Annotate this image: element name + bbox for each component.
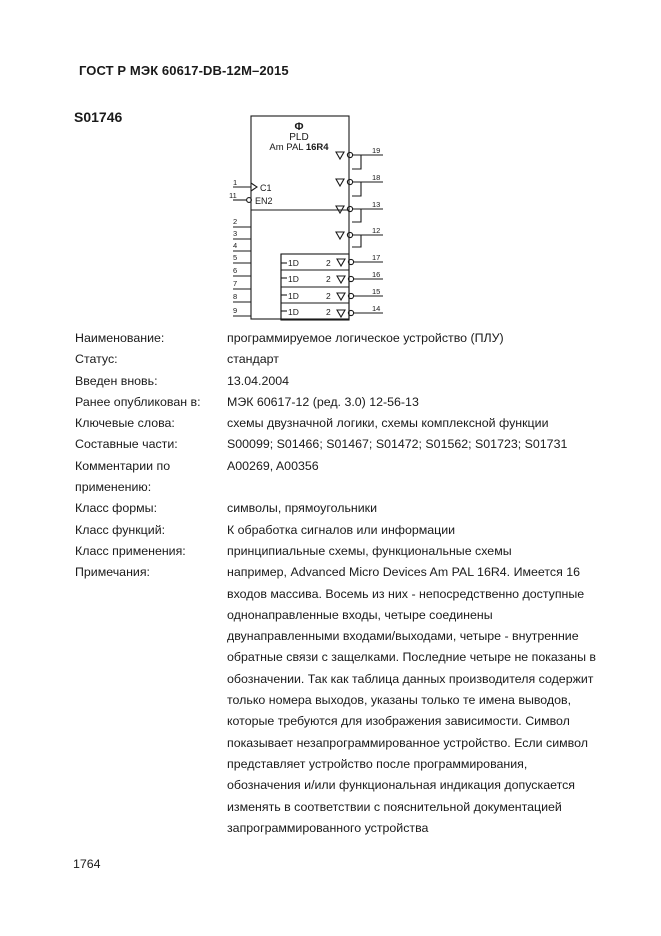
pin-input-4: 5 bbox=[233, 253, 238, 262]
notes-line: например, Advanced Micro Devices Am PAL 16R4. Имеется 16 bbox=[227, 565, 581, 580]
property-value: S00099; S01466; S01467; S01472; S01562; S01723; S01731 bbox=[227, 437, 568, 452]
property-value: символы, прямоугольники bbox=[227, 501, 378, 516]
reg-d-4: 1D bbox=[288, 307, 299, 317]
notes-line: изменять в соответствии с пояснительной документацией bbox=[227, 799, 562, 814]
part-label bbox=[269, 142, 329, 153]
property-row-published bbox=[75, 392, 635, 413]
property-key: Класс применения: bbox=[75, 543, 186, 558]
pin-input-1: 2 bbox=[233, 217, 238, 226]
reg-d-3: 1D bbox=[288, 291, 299, 301]
property-key: Класс функций: bbox=[75, 522, 166, 537]
property-row-status bbox=[75, 349, 635, 370]
property-value: схемы двузначной логики, схемы комплексной функции bbox=[227, 416, 549, 431]
property-key: Ранее опубликован в: bbox=[75, 394, 201, 409]
property-key: Составные части: bbox=[75, 437, 178, 452]
property-value: МЭК 60617-12 (ред. 3.0) 12-56-13 bbox=[227, 394, 419, 409]
property-value: 13.04.2004 bbox=[227, 373, 290, 388]
notes-line: которые требуются для изображения зависимости. Символ bbox=[227, 714, 570, 729]
property-row-name bbox=[75, 328, 635, 349]
part-bold: 16R4 bbox=[305, 142, 329, 153]
pin-io-19: 19 bbox=[372, 146, 381, 155]
pin-input-2: 3 bbox=[233, 229, 238, 238]
property-row-components bbox=[75, 434, 635, 455]
property-value: программируемое логическое устройство (ПЛУ) bbox=[227, 331, 504, 345]
pld-symbol-diagram bbox=[225, 110, 395, 330]
property-key: Наименование: bbox=[75, 331, 165, 345]
notes-line: обозначения и/или функциональная индикация допускается bbox=[227, 778, 576, 793]
notes-line: показывает незапрограммированное устройство. Если символ bbox=[227, 735, 588, 750]
property-key: Комментарии по применению: bbox=[75, 458, 171, 495]
property-value: стандарт bbox=[227, 352, 279, 367]
pin-reg-17: 17 bbox=[372, 253, 381, 262]
pin-c1: 1 bbox=[233, 178, 238, 187]
pin-input-5: 6 bbox=[233, 266, 238, 275]
phi-label: Φ bbox=[294, 121, 304, 133]
pin-io-18: 18 bbox=[372, 173, 381, 182]
property-row-introduced bbox=[75, 371, 635, 392]
notes-line: обратные связи с защелками. Последние четыре не показаны в bbox=[227, 650, 597, 665]
pin-input-8: 9 bbox=[233, 306, 238, 315]
reg-out-1: 2 bbox=[326, 258, 331, 268]
property-row-comments bbox=[75, 456, 635, 499]
property-row-keywords bbox=[75, 413, 635, 434]
reg-out-2: 2 bbox=[326, 274, 331, 284]
property-row-shape-class bbox=[75, 498, 635, 519]
property-key: Класс формы: bbox=[75, 501, 158, 516]
property-value-notes bbox=[227, 562, 635, 839]
reg-out-3: 2 bbox=[326, 291, 331, 301]
notes-line: обозначении. Так как таблица данных производителя содержит bbox=[227, 671, 594, 686]
notes-line: двунаправленными входами/выходами, четыре - внутренние bbox=[227, 629, 579, 644]
pin-reg-14: 14 bbox=[372, 304, 381, 313]
part-prefix: Am PAL bbox=[269, 142, 306, 153]
notes-line: входов массива. Восемь из них - непосредственно доступные bbox=[227, 586, 585, 601]
document-header: ГОСТ Р МЭК 60617-DB-12M–2015 bbox=[79, 63, 289, 78]
pin-reg-15: 15 bbox=[372, 287, 381, 296]
pld-label: PLD bbox=[289, 132, 309, 143]
en2-label: EN2 bbox=[255, 196, 273, 206]
page-number: 1764 bbox=[73, 857, 101, 871]
symbol-id: S01746 bbox=[74, 109, 123, 125]
notes-line: представляет устройство после программирования, bbox=[227, 756, 528, 771]
pin-io-12: 12 bbox=[372, 226, 381, 235]
property-key: Введен вновь: bbox=[75, 373, 158, 388]
property-key: Примечания: bbox=[75, 565, 150, 580]
property-key: Ключевые слова: bbox=[75, 416, 175, 431]
notes-line: только номера выходов, указаны только те имена выводов, bbox=[227, 693, 572, 708]
pin-reg-16: 16 bbox=[372, 270, 381, 279]
notes-line: запрограммированного устройства bbox=[227, 820, 429, 835]
reg-out-4: 2 bbox=[326, 307, 331, 317]
pin-input-3: 4 bbox=[233, 241, 238, 250]
pin-input-7: 8 bbox=[233, 292, 238, 301]
property-row-notes bbox=[75, 562, 635, 839]
property-row-application-class bbox=[75, 541, 635, 562]
property-row-function-class bbox=[75, 520, 635, 541]
property-value: К обработка сигналов или информации bbox=[227, 522, 456, 537]
properties-table bbox=[75, 328, 635, 839]
pin-en2: 11 bbox=[229, 191, 237, 200]
pin-io-13: 13 bbox=[372, 200, 381, 209]
reg-d-2: 1D bbox=[288, 274, 299, 284]
reg-d-1: 1D bbox=[288, 258, 299, 268]
property-value: A00269, A00356 bbox=[227, 458, 319, 473]
property-value: принципиальные схемы, функциональные схемы bbox=[227, 543, 512, 558]
property-key: Статус: bbox=[75, 352, 118, 367]
notes-line: однонаправленные входы, четыре соединены bbox=[227, 607, 493, 622]
c1-label: C1 bbox=[260, 183, 272, 193]
pin-input-6: 7 bbox=[233, 279, 238, 288]
